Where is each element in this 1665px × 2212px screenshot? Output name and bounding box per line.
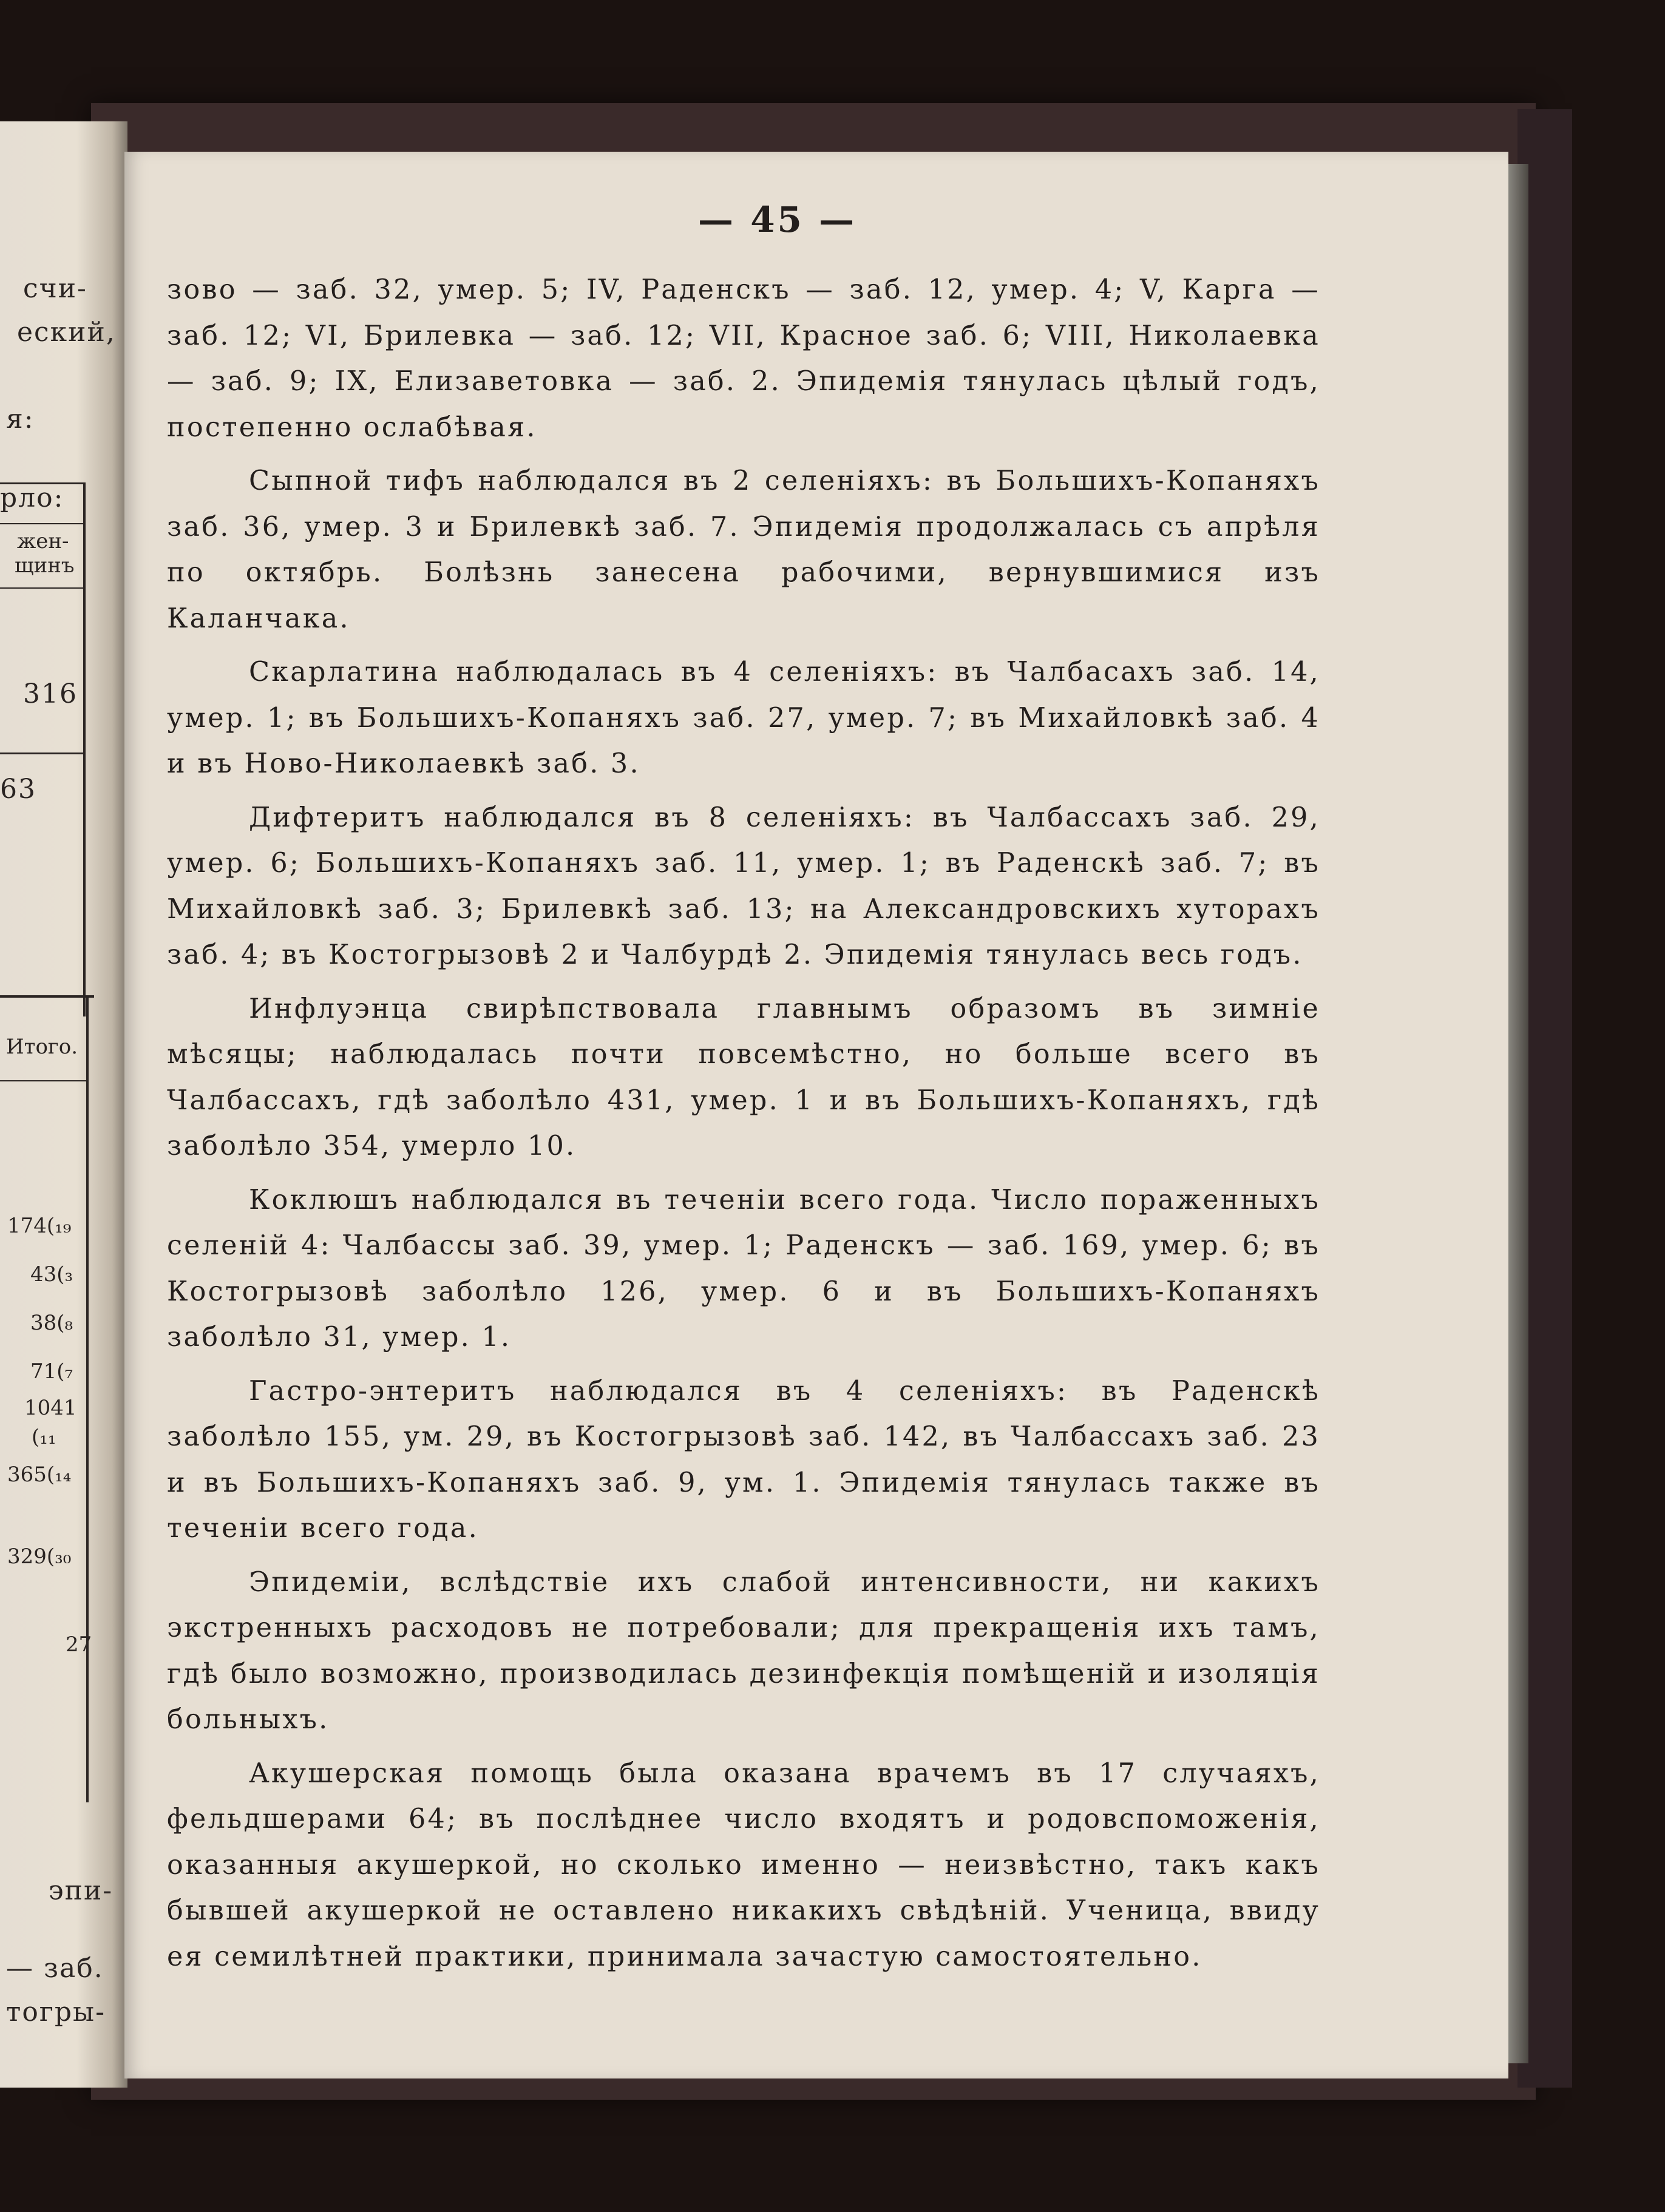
table-rule xyxy=(83,482,86,1016)
left-page-line: 174(₁₉ xyxy=(7,1214,72,1238)
left-page-line: 43(₃ xyxy=(30,1262,73,1287)
table-rule xyxy=(0,1080,88,1081)
left-page-line: Итого. xyxy=(6,1035,78,1059)
left-page-line: я: xyxy=(6,404,35,435)
left-page-line: 1041 xyxy=(24,1396,77,1420)
paragraph: Гастро-энтеритъ наблюдался въ 4 селеніяхъ: въ Раденскѣ заболѣло 155, ум. 29, въ Костогрызовѣ заб. 142, въ Чалбассахъ заб. 23 и въ Большихъ-Копаняхъ заб. 9, ум. 1. Эпидемія тянулась также въ теченіи всего года. xyxy=(167,1375,1320,1544)
left-page-line: 63 xyxy=(0,774,36,805)
paragraph: зово — заб. 32, умер. 5; IV, Раденскъ — заб. 12, умер. 4; V, Карга — заб. 12; VI, Брилевка — заб. 12; VII, Красное заб. 6; VIII, Николаевка — заб. 9; IX, Елизаветовка — заб. 2. Эпидемія тянулась цѣлый годъ, постепенно ослабѣвая. xyxy=(167,274,1320,443)
left-page-line: 38(₈ xyxy=(30,1311,73,1335)
left-page-line: 365(₁₄ xyxy=(7,1463,72,1487)
paragraph: Коклюшъ наблюдался въ теченіи всего года. Число пораженныхъ селеній 4: Чалбассы заб. 39, умер. 1; Раденскъ — заб. 169, умер. 6; въ Костогрызовѣ заболѣло 126, умер. 6 и въ Большихъ-Копаняхъ заболѣло 31, умер. 1. xyxy=(167,1184,1320,1353)
left-page-line: тогры- xyxy=(6,1997,106,2028)
left-page-line: счи- xyxy=(23,273,87,304)
paragraph: Акушерская помощь была оказана врачемъ въ 17 случаяхъ, фельдшерами 64; въ послѣднее число входятъ и родовспоможенія, оказанныя акушеркой, но сколько именно — неизвѣстно, такъ какъ бывшей акушеркой не оставлено никакихъ свѣдѣній. Ученица, ввиду ея семилѣтней практики, принимала зачастую самостоятельно. xyxy=(167,1757,1320,1972)
table-rule xyxy=(0,753,85,754)
left-page-line: эпи- xyxy=(49,1875,114,1906)
page-body xyxy=(167,267,1320,1987)
paragraph: Дифтеритъ наблюдался въ 8 селеніяхъ: въ Чалбассахъ заб. 29, умер. 6; Большихъ-Копаняхъ заб. 11, умер. 1; въ Раденскѣ заб. 7; въ Михайловкѣ заб. 3; Брилевкѣ заб. 13; на Александровскихъ хуторахъ заб. 4; въ Костогрызовѣ 2 и Чалбурдѣ 2. Эпидемія тянулась весь годъ. xyxy=(167,802,1320,970)
table-rule xyxy=(0,523,85,524)
previous-page-fragment xyxy=(0,121,127,2088)
left-page-line: 71(₇ xyxy=(30,1359,73,1384)
left-page-line: жен- xyxy=(17,529,69,553)
left-page-line: 329(₃₀ xyxy=(7,1544,72,1569)
table-rule xyxy=(0,995,94,998)
page-number: — 45 — xyxy=(698,199,857,240)
left-page-line: 316 xyxy=(23,678,78,709)
paragraph: Скарлатина наблюдалась въ 4 селеніяхъ: въ Чалбасахъ заб. 14, умер. 1; въ Большихъ-Копаняхъ заб. 27, умер. 7; въ Михайловкѣ заб. 4 и въ Ново-Николаевкѣ заб. 3. xyxy=(167,657,1320,779)
left-page-line: еский, xyxy=(17,317,116,348)
left-page-line: щинъ xyxy=(15,553,75,578)
paragraph: Сыпной тифъ наблюдался въ 2 селеніяхъ: въ Большихъ-Копаняхъ заб. 36, умер. 3 и Брилевкѣ заб. 7. Эпидемія продолжалась съ апрѣля по октябрь. Болѣзнь занесена рабочими, вернувшимися изъ Каланчака. xyxy=(167,465,1320,634)
left-page-line: 27 xyxy=(66,1632,92,1657)
paragraph: Инфлуэнца свирѣпствовала главнымъ образомъ въ зимніе мѣсяцы; наблюдалась почти повсемѣстно, но больше всего въ Чалбассахъ, гдѣ заболѣло 431, умер. 1 и въ Большихъ-Копаняхъ, гдѣ заболѣло 354, умерло 10. xyxy=(167,993,1320,1162)
table-rule xyxy=(86,995,89,1802)
paragraph: Эпидеміи, вслѣдствіе ихъ слабой интенсивности, ни какихъ экстренныхъ расходовъ не потребовали; для прекращенія ихъ тамъ, гдѣ было возможно, производилась дезинфекція помѣщеній и изоляція больныхъ. xyxy=(167,1566,1320,1735)
left-page-line: рло: xyxy=(0,482,64,513)
left-page-line: — заб. xyxy=(6,1953,104,1984)
table-rule xyxy=(0,587,85,589)
left-page-line: (₁₁ xyxy=(32,1425,56,1449)
